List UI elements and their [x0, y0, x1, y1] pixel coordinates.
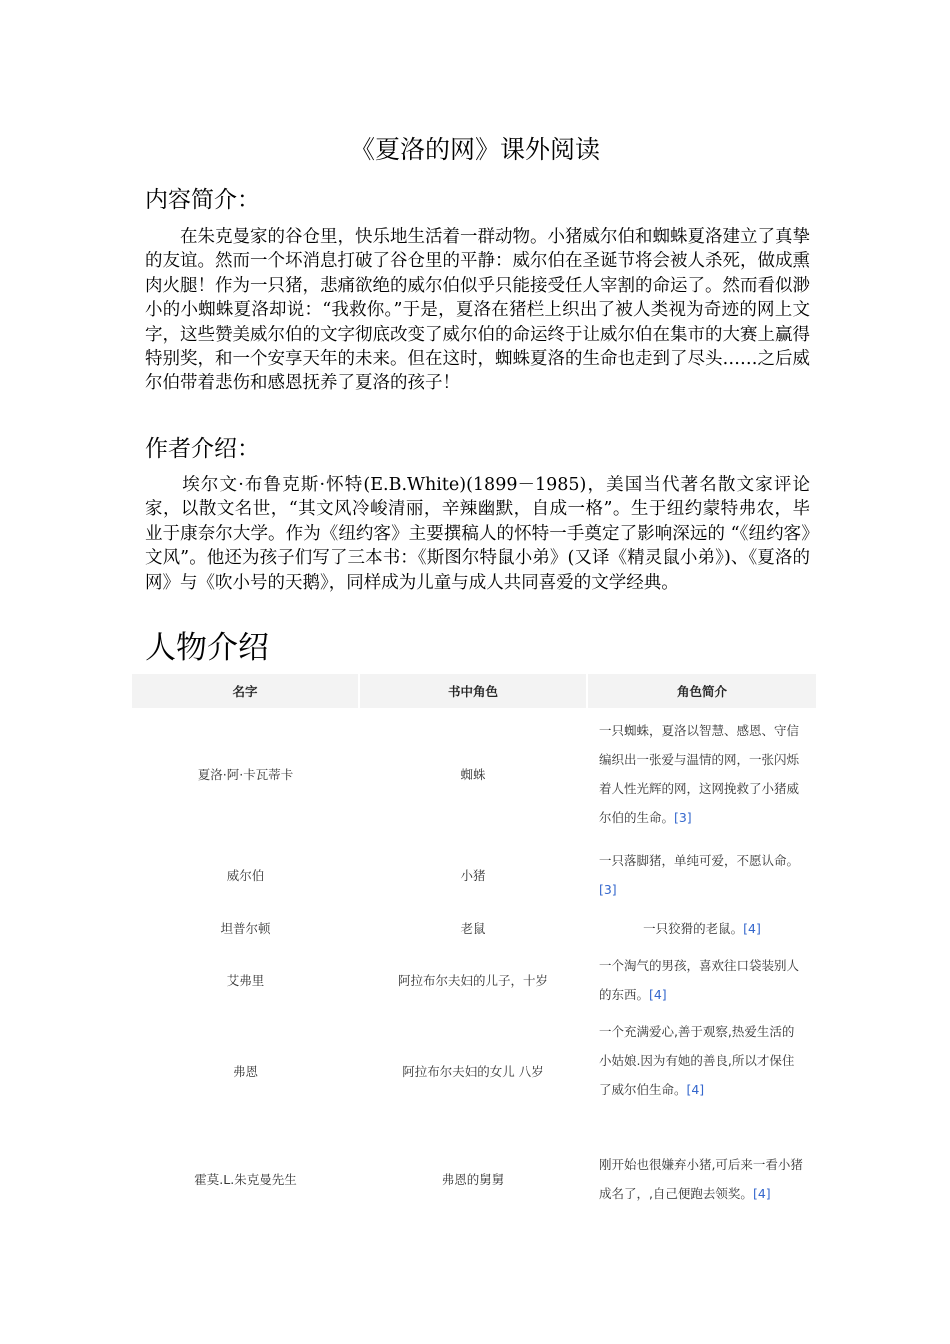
cell-description	[587, 1013, 817, 1129]
table-row	[132, 840, 817, 910]
cell-name: 坦普尔顿	[220, 921, 271, 936]
summary-heading: 内容简介：	[145, 187, 260, 213]
author-heading: 作者介绍：	[145, 436, 260, 462]
reference-link[interactable]: [4]	[752, 1186, 771, 1201]
table-row	[132, 947, 817, 1013]
cell-name: 霍莫.L.朱克曼先生	[194, 1171, 297, 1187]
column-header-name: 名字	[132, 674, 359, 708]
reference-link[interactable]: [3]	[598, 882, 617, 897]
cell-role: 阿拉布尔夫妇的儿子，十岁	[397, 972, 548, 988]
cell-role: 阿拉布尔夫妇的女儿 八岁	[402, 1063, 544, 1079]
author-paragraph: 埃尔文·布鲁克斯·怀特(E.B.White)(1899－1985)，美国当代著名散文家评论家，以散文名世，“其文风冷峻清丽，辛辣幽默，自成一格”。生于纽约蒙特弗农，毕业于康奈尔大学。作为《纽约客》主要撰稿人的怀特一手奠定了影响深远的 “《纽约客》文风”。他还为孩子们写了三本书：《斯图尔特鼠小弟》(又译《精灵鼠小弟》)、《夏洛的网》与《吹小号的天鹅》，同样成为儿童与成人共同喜爱的文学经典。	[145, 475, 810, 593]
cell-description	[587, 947, 817, 1013]
cell-description	[587, 910, 817, 947]
table-header-row	[132, 674, 817, 708]
characters-heading: 人物介绍	[145, 630, 269, 666]
cell-description	[587, 840, 817, 910]
description-text: 一只狡猾的老鼠。	[643, 921, 744, 936]
table-row	[132, 910, 817, 947]
cell-description	[587, 708, 817, 840]
cell-role: 老鼠	[460, 921, 486, 936]
table-row	[132, 1129, 817, 1229]
cell-description	[587, 1129, 817, 1229]
cell-name: 夏洛·阿·卡瓦蒂卡	[197, 766, 294, 782]
table-row	[132, 708, 817, 840]
column-header-description: 角色简介	[587, 674, 817, 708]
reference-link[interactable]: [4]	[743, 921, 761, 936]
document-title: 《夏洛的网》课外阅读	[349, 135, 600, 164]
description-text: 一只蜘蛛，夏洛以智慧、感恩、守信编织出一张爱与温情的网，一张闪烁着人性光辉的网，这网挽救了小猪威尔伯的生命。	[598, 723, 799, 825]
cell-role: 蜘蛛	[460, 766, 486, 782]
table-row	[132, 1013, 817, 1129]
cell-role: 小猪	[460, 867, 486, 883]
characters-table	[132, 674, 818, 1229]
description-text: 一个淘气的男孩，喜欢往口袋装别人的东西。	[598, 958, 799, 1002]
reference-link[interactable]: [3]	[673, 810, 692, 825]
cell-name: 艾弗里	[226, 972, 265, 988]
description-text: 刚开始也很嫌弃小猪,可后来一看小猪成名了，,自己便跑去领奖。	[598, 1157, 803, 1201]
cell-role: 弗恩的舅舅	[441, 1171, 505, 1187]
description-text: 一只落脚猪，单纯可爱，不愿认命。	[598, 853, 799, 868]
summary-paragraph: 在朱克曼家的谷仓里，快乐地生活着一群动物。小猪威尔伯和蜘蛛夏洛建立了真挚的友谊。然而一个坏消息打破了谷仓里的平静：威尔伯在圣诞节将会被人杀死，做成熏肉火腿！作为一只猪，悲痛欲绝的威尔伯似乎只能接受任人宰割的命运了。然而看似渺小的小蜘蛛夏洛却说：“我救你。”于是，夏洛在猪栏上织出了被人类视为奇迹的网上文字，这些赞美威尔伯的文字彻底改变了威尔伯的命运终于让威尔伯在集市的大赛上赢得特别奖，和一个安享天年的未来。但在这时，蜘蛛夏洛的生命也走到了尽头……之后威尔伯带着悲伤和感恩抚养了夏洛的孩子！	[145, 227, 810, 394]
reference-link[interactable]: [4]	[686, 1082, 705, 1097]
description-text: 一个充满爱心,善于观察,热爱生活的小姑娘.因为有她的善良,所以才保住了威尔伯生命。	[598, 1024, 795, 1097]
reference-link[interactable]: [4]	[648, 987, 667, 1002]
cell-name: 弗恩	[232, 1063, 258, 1079]
column-header-role: 书中角色	[359, 674, 587, 708]
cell-name: 威尔伯	[226, 867, 265, 883]
